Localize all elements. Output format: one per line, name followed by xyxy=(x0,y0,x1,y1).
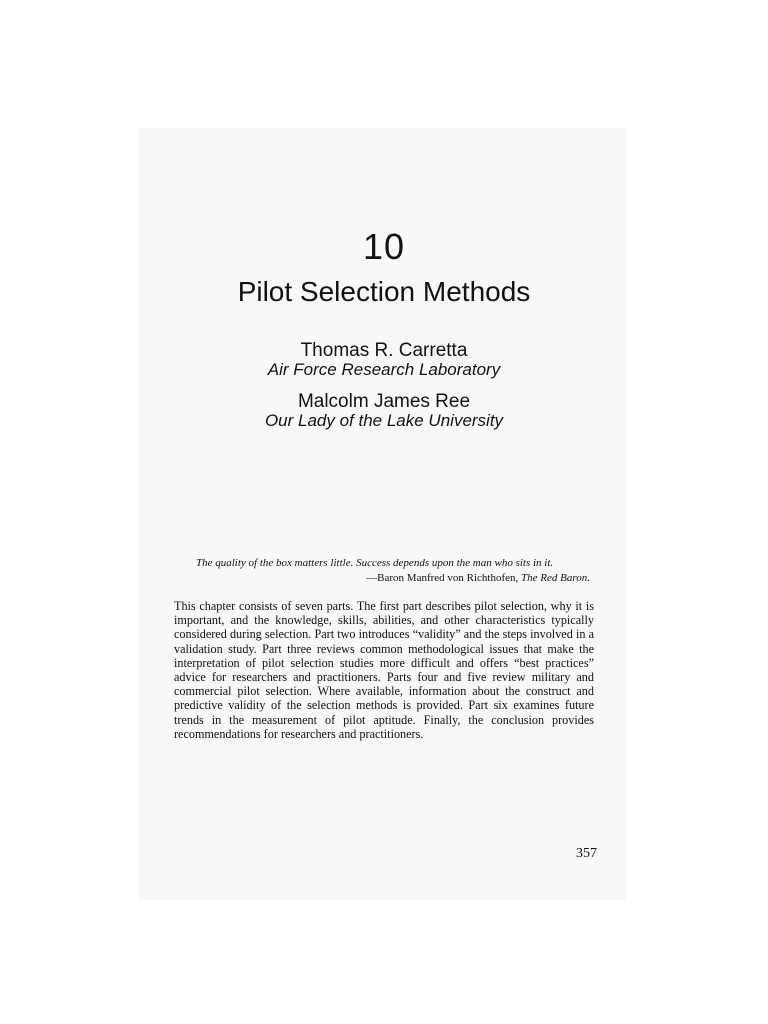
attribution-author: —Baron Manfred von Richthofen, xyxy=(366,572,522,584)
author-affiliation-1: Air Force Research Laboratory xyxy=(267,360,501,379)
epigraph-attribution xyxy=(330,572,590,584)
author-name-2: Malcolm James Ree xyxy=(297,391,471,412)
author-affiliation-2: Our Lady of the Lake University xyxy=(264,411,504,430)
chapter-title: Pilot Selection Methods xyxy=(237,276,531,307)
attribution-work: The Red Baron. xyxy=(521,572,590,584)
page-number: 357 xyxy=(576,846,597,861)
chapter-number: 10 xyxy=(362,226,406,267)
body-paragraph: This chapter consists of seven parts. The first part describes pilot selection, why it is important, and the knowledge, skills, abilities, and other characteristics typically considered during selection. Part two introduces “validity” and the steps involved in a validation study. Part three reviews common methodological issues that make the interpretation of pilot selection studies more difficult and offers “best practices” advice for researchers and practitioners. Parts four and five review military and commercial pilot selection. Where available, information about the construct and predictive validity of the selection methods is provided. Part six examines future trends in the measurement of pilot aptitude. Finally, the conclusion provides recommendations for researchers and practitioners. xyxy=(174,599,594,741)
author-name-1: Thomas R. Carretta xyxy=(300,340,468,361)
epigraph-quote: The quality of the box matters little. Success depends upon the man who sits in it. xyxy=(196,557,554,569)
